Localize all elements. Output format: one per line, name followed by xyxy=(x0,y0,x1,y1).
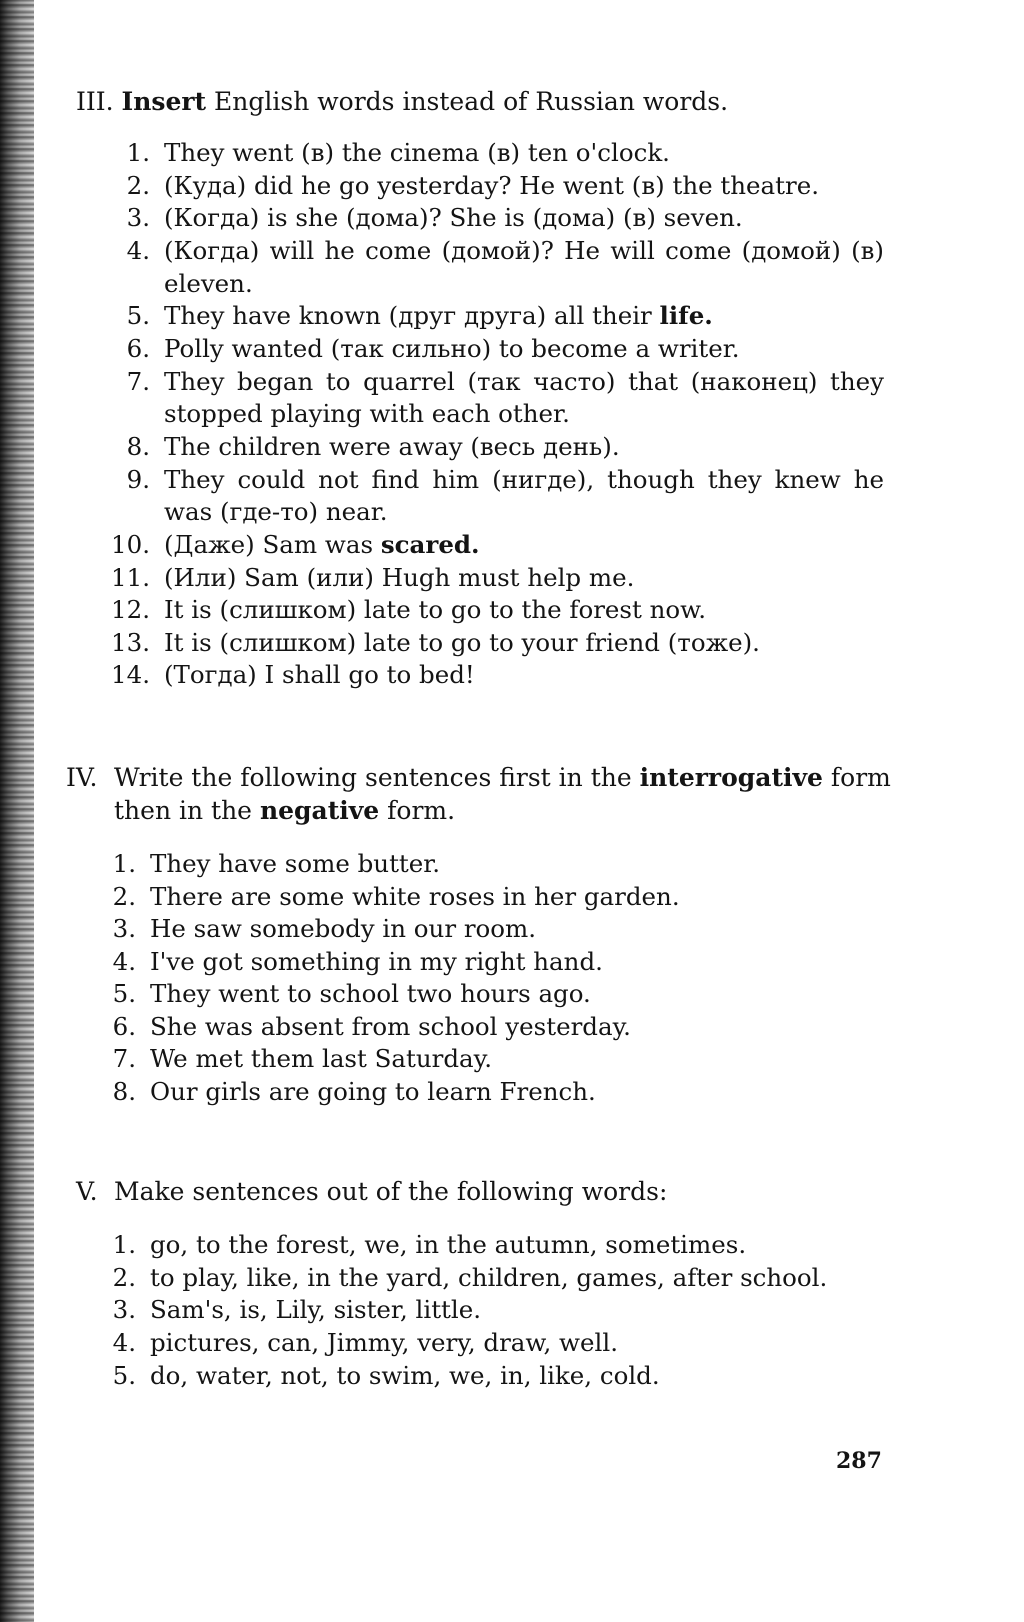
item-text: They went to school two hours ago. xyxy=(150,979,591,1008)
item-number: 8. xyxy=(112,1077,136,1106)
item-text-continued: eleven. xyxy=(164,269,253,298)
item-number: 11. xyxy=(111,563,150,592)
item-text: (Когда) will he come (домой)? He will come (домой) (в) xyxy=(164,236,884,265)
item-text-continued: was (где-то) near. xyxy=(164,497,388,526)
item-number: 14. xyxy=(111,660,150,689)
exercise-5-heading: Make sentences out of the following words: xyxy=(114,1177,668,1206)
item-number: 2. xyxy=(126,171,150,200)
item-text: do, water, not, to swim, we, in, like, cold. xyxy=(150,1361,660,1390)
item-text: She was absent from school yesterday. xyxy=(150,1012,631,1041)
item-text xyxy=(164,529,480,561)
item-number: 5. xyxy=(112,979,136,1008)
item-number: 2. xyxy=(112,1263,136,1292)
item-number: 10. xyxy=(111,530,150,559)
item-text-bold: scared. xyxy=(380,530,480,559)
item-text: They have some butter. xyxy=(150,849,441,878)
item-text-part: They have known (друг друга) all their xyxy=(164,301,660,330)
item-number: 13. xyxy=(111,628,150,657)
exercise-3-numeral: III. xyxy=(76,87,114,116)
heading-bold: negative xyxy=(259,796,380,825)
item-number: 3. xyxy=(112,914,136,943)
exercise-4-heading-line-1 xyxy=(114,762,891,794)
item-number: 3. xyxy=(126,203,150,232)
exercise-4-numeral: IV. xyxy=(66,763,98,792)
item-number: 1. xyxy=(126,138,150,167)
item-number: 6. xyxy=(126,334,150,363)
item-number: 7. xyxy=(112,1044,136,1073)
item-text: go, to the forest, we, in the autumn, sometimes. xyxy=(150,1230,747,1259)
item-text-part: (Даже) Sam was xyxy=(164,530,381,559)
heading-text: form xyxy=(822,763,891,792)
item-number: 5. xyxy=(126,301,150,330)
item-number: 4. xyxy=(112,1328,136,1357)
exercise-3-heading xyxy=(76,86,728,118)
item-text-bold: life. xyxy=(659,301,713,330)
item-text: He saw somebody in our room. xyxy=(150,914,537,943)
item-text: (Или) Sam (или) Hugh must help me. xyxy=(164,563,635,592)
item-text: The children were away (весь день). xyxy=(164,432,620,461)
item-number: 4. xyxy=(112,947,136,976)
item-text: There are some white roses in her garden. xyxy=(150,882,680,911)
heading-text: Write the following sentences first in the xyxy=(114,763,640,792)
item-text: We met them last Saturday. xyxy=(150,1044,493,1073)
item-number: 8. xyxy=(126,432,150,461)
item-number: 7. xyxy=(126,367,150,396)
item-text: (Куда) did he go yesterday? He went (в) the theatre. xyxy=(164,171,819,200)
item-text: It is (слишком) late to go to the forest now. xyxy=(164,595,707,624)
item-text: Our girls are going to learn French. xyxy=(150,1077,596,1106)
item-text: They went (в) the cinema (в) ten o'clock. xyxy=(164,138,670,167)
item-text: They began to quarrel (так часто) that (наконец) they xyxy=(164,367,884,396)
heading-text: form. xyxy=(379,796,456,825)
heading-text: then in the xyxy=(114,796,260,825)
exercise-5-numeral: V. xyxy=(76,1177,98,1206)
item-number: 2. xyxy=(112,882,136,911)
item-number: 12. xyxy=(111,595,150,624)
item-text: Polly wanted (так сильно) to become a writer. xyxy=(164,334,740,363)
item-text-continued: stopped playing with each other. xyxy=(164,399,570,428)
item-number: 9. xyxy=(126,465,150,494)
item-text xyxy=(164,300,713,332)
item-text: They could not find him (нигде), though they knew he xyxy=(164,465,884,494)
item-text: It is (слишком) late to go to your friend (тоже). xyxy=(164,628,760,657)
item-text: (Когда) is she (дома)? She is (дома) (в) seven. xyxy=(164,203,743,232)
item-text: (Тогда) I shall go to bed! xyxy=(164,660,475,689)
exercise-3-title-bold: Insert xyxy=(121,87,207,116)
heading-bold: interrogative xyxy=(639,763,823,792)
item-text: Sam's, is, Lily, sister, little. xyxy=(150,1295,482,1324)
item-number: 1. xyxy=(112,849,136,878)
item-text: to play, like, in the yard, children, games, after school. xyxy=(150,1263,828,1292)
page-number: 287 xyxy=(836,1448,882,1474)
item-text: pictures, can, Jimmy, very, draw, well. xyxy=(150,1328,618,1357)
item-text: I've got something in my right hand. xyxy=(150,947,603,976)
item-number: 1. xyxy=(112,1230,136,1259)
item-number: 3. xyxy=(112,1295,136,1324)
item-number: 4. xyxy=(126,236,150,265)
item-number: 6. xyxy=(112,1012,136,1041)
item-number: 5. xyxy=(112,1361,136,1390)
exercise-4-heading-line-2 xyxy=(114,795,455,827)
exercise-3-title: English words instead of Russian words. xyxy=(206,87,729,116)
